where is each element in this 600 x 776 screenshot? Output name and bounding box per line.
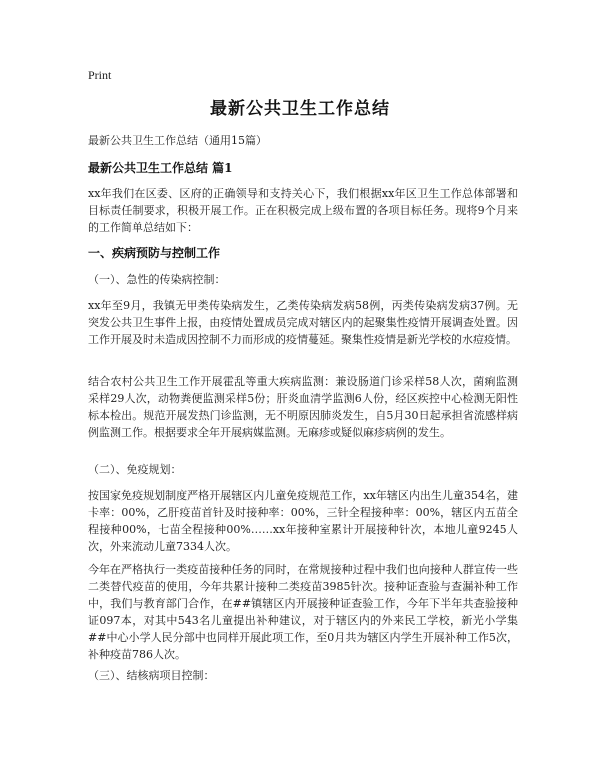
subheading-tuberculosis: （三）、结核病项目控制：	[88, 669, 215, 682]
document-subtitle: 最新公共卫生工作总结（通用15篇）	[88, 134, 267, 147]
subheading-immunization: （二）、免疫规划：	[88, 463, 182, 476]
paragraph-immunization: 按国家免疫规划制度严格开展辖区内儿童免疫规范工作，xx年辖区内出生儿童354名，建卡率：00%，乙肝疫苗首针及时接种率：00%，三针全程接种率：00%，辖区内五苗全程接种00%，七苗全程接种00%……xx年接种室累计开展接种针次，本地儿童9245人次，外来流动儿童7334人次。	[88, 489, 518, 553]
intro-paragraph: xx年我们在区委、区府的正确领导和支持关心下，我们根据xx年区卫生工作总体部署和目标责任制要求，积极开展工作。正在积极完成上级布置的各项目标任务。现将9个月来的工作简单总结如下：	[88, 187, 518, 234]
part1-heading: 一、疾病预防与控制工作	[88, 246, 221, 260]
paragraph-monitoring: 结合农村公共卫生工作开展霍乱等重大疾病监测：兼设肠道门诊采样58人次，菌痢监测采样29人次，动物粪便监测采样5份；肝炎血清学监测6人份，经区疾控中心检测无阳性标本检出。规范开展发热门诊监测，无不明原因肺炎发生，自5月30日起承担省流感样病例监测工作。根据要求全年开展病媒监测。无麻疹或疑似麻疹病例的发生。	[88, 375, 518, 439]
paragraph-infectious-disease: xx年至9月，我镇无甲类传染病发生，乙类传染病发病58例，丙类传染病发病37例。无突发公共卫生事件上报，由疫情处置成员完成对辖区内的起聚集性疫情开展调查处置。因工作开展及时未造成因控制不力而形成的疫情蔓延。聚集性疫情是新光学校的水痘疫情。	[88, 299, 518, 346]
section-heading: 最新公共卫生工作总结 篇1	[88, 161, 233, 175]
print-label: Print	[88, 68, 112, 82]
page-title: 最新公共卫生工作总结	[210, 99, 390, 119]
paragraph-vaccines: 今年在严格执行一类疫苗接种任务的同时，在常规接种过程中我们也向接种人群宣传一些二类替代疫苗的使用，今年共累计接种二类疫苗3985针次。接种证查验与查漏补种工作中，我们与教育部门合作，在##镇辖区内开展接种证查验工作，今年下半年共查验接种证097本，对其中543名儿童提出补种建议，对于辖区内的外来民工学校，新光小学集##中心小学人民分部中也同样开展此项工作，至0月共为辖区内学生开展补种工作5次，补种疫苗786人次。	[88, 563, 518, 661]
subheading-infectious-disease: （一）、急性的传染病控制：	[88, 273, 226, 286]
